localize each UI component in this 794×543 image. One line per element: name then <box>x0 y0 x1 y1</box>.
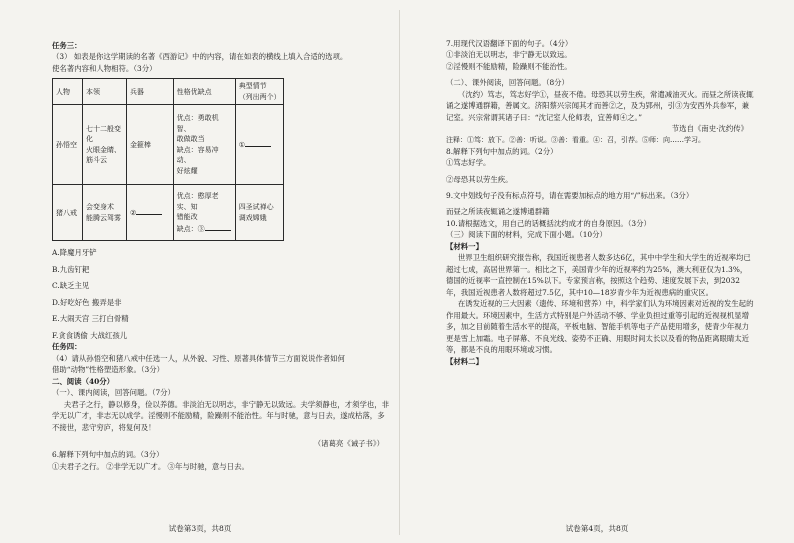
table-cell-plot <box>235 105 283 185</box>
table-header-cell: 兵器 <box>126 79 173 105</box>
page-footer: 试卷第4页，共8页 <box>565 524 629 534</box>
cell-line: 能腾云驾雾 <box>86 213 122 222</box>
table-header-cell: 性格优缺点 <box>173 79 235 105</box>
journey-west-table <box>52 78 284 241</box>
cell-line: 筋斗云 <box>86 156 108 165</box>
question-7-item-1: ①非淡泊无以明志，非宁静无以致远。 <box>446 50 572 60</box>
question-9-prompt: 9.文中划线句子没有标点符号，请在需要加标点的地方用“/”标出来。（3分） <box>446 191 694 200</box>
table-cell-skill <box>83 105 127 185</box>
question-6-prompt: 6.解释下列句中加点的词。（3分） <box>52 450 164 460</box>
question-8-item-2: ②母恐其以劳生疾。 <box>446 174 513 184</box>
exam-page-4 <box>400 0 794 543</box>
material-2-title: 【材料二】 <box>446 356 483 366</box>
option-d: D.好吃好色 搬弄是非 <box>52 297 122 307</box>
option-f: F.贪食诱偷 大战红孩儿 <box>52 330 128 340</box>
option-b: B.九齿钉耙 <box>52 264 90 274</box>
question-4-prompt: （4）请从孙悟空和猪八戒中任选一人，从外貌、习性、原著具体情节三方面说说作者如何 <box>52 353 345 363</box>
question-8-prompt: 8.解释下列句中加点的词。（2分） <box>446 146 558 156</box>
answer-blank[interactable] <box>205 223 231 231</box>
question-3-prompt-cont: 使名著内容和人物相符。（3分） <box>52 63 157 73</box>
table-cell-weapon: 金箍棒 <box>126 105 173 185</box>
cell-line: 四圣试禅心 <box>238 203 274 212</box>
table-row <box>53 105 284 185</box>
table-cell-traits <box>173 185 235 241</box>
table-cell-plot <box>235 185 283 241</box>
task4-title: 任务四： <box>52 342 82 352</box>
table-header-row <box>53 79 284 105</box>
material-1-title: 【材料一】 <box>446 241 483 251</box>
cell-line: 调戏嫦娥 <box>238 213 267 222</box>
passage-source: （诸葛亮《诫子书》） <box>313 438 384 448</box>
option-c: C.缺乏主见 <box>52 281 90 291</box>
question-3-prompt: （3） 如表是你这学期读的名著《西游记》中的内容，请在如表的横线上填入合适的选项。 <box>52 52 348 62</box>
blank-label: ① <box>238 141 245 150</box>
answer-blank[interactable] <box>136 207 162 215</box>
cell-line: 七十二般变 <box>86 124 122 133</box>
table-cell-traits <box>173 105 235 185</box>
table-header-cell: 典型情节（列出两个） <box>235 79 283 105</box>
passage-jiezishu: 夫君子之行，静以修身，俭以养德。非淡泊无以明志，非宁静无以致远。夫学须静也，才须学也，非学无以广才，非志无以成学。淫慢则不能励精，险躁则不能治性。年与时驰，意与日去，遂成枯落，多不接世，悲守穷庐，将复何及！ <box>52 399 390 432</box>
cell-line: 缺点：容易冲动、 <box>176 145 219 165</box>
option-e: E.大闹天宫 三打白骨精 <box>52 314 129 324</box>
cell-line: 会变身术 <box>86 203 115 212</box>
question-7-item-2: ②淫慢则不能励精，险躁则不能治性。 <box>446 61 572 71</box>
table-cell-weapon <box>126 185 173 241</box>
cell-line: 敢做敢当 <box>176 135 205 144</box>
section-materials: （三）阅读下面的材料，完成下面小题。（10分） <box>446 230 607 240</box>
material-1-paragraph-2: 在诱发近视的三大因素（遗传、环境和营养）中，科学家们认为环境因素对近视的发生起的作用最大。环境因素中，生活方式特别是户外活动不够、学业负担过重等引起的近视视机显增多，加之目前随着生活水平的提高，平板电脑、智能手机等电子产品使用增多，使青少年视力更是雪上加霜。电子屏幕、不良光线、姿势不正确、用眼时间太长以及看的物品距离眼睛太近等，都是不良的用眼环境或习惯。 <box>446 299 754 355</box>
table-header-cell: 人物 <box>53 79 83 105</box>
blank-label: 缺点：③ <box>176 224 205 233</box>
question-9-sentence: 而昼之所读夜辄诵之遂博通群籍 <box>446 207 550 217</box>
section-in-class-reading: （一）、课内阅读，回答问题。（7分） <box>52 388 175 398</box>
table-cell-name: 孙悟空 <box>53 105 83 185</box>
passage-shenyue: （沈约）笃志，笃志好学①，昼夜不倦。母恐其以劳生疾，常遣减油灭火。而昼之所读夜辄诵之遂博通群籍，善属文。济阳蔡兴宗闻其才而善②之，及为郢州，引③为安西外兵参军，兼记室。兴宗常谓其诸子曰：“沈记室人伦师表，宜善师④之。” <box>446 89 754 122</box>
table-cell-name: 猪八戒 <box>53 185 83 241</box>
page-footer: 试卷第3页，共8页 <box>168 524 232 534</box>
question-8-item-1: ①笃志好学。 <box>446 158 491 168</box>
table-row <box>53 185 284 241</box>
cell-line: 优点：勇敢机智、 <box>176 114 219 133</box>
section-reading: 二、阅读（40分） <box>52 376 115 386</box>
question-7-prompt: 7.用现代汉语翻译下面的句子。（4分） <box>446 39 573 48</box>
blank-label: ② <box>129 209 137 218</box>
question-4-prompt-cont: 借助“动物”性格塑造形象。（3分） <box>52 365 165 375</box>
cell-line <box>177 223 232 235</box>
table-cell-skill <box>83 185 127 241</box>
task3-title: 任务三： <box>52 41 82 50</box>
question-6-items: ①夫君子之行。 ②非学无以广才。 ③年与时驰，意与日去。 <box>52 461 249 471</box>
cell-line: 错能改 <box>176 213 198 222</box>
question-10-prompt: 10.请根据选文，用自己的话概括沈约成才的自身原因。（3分） <box>446 218 651 228</box>
cell-line: 化 <box>86 135 94 144</box>
table-header-cell: 本领 <box>83 79 127 105</box>
cell-line: 火眼金睛、 <box>86 145 122 154</box>
cell-line: 好炫耀 <box>176 166 198 175</box>
cell-line: 优点：憨厚老实、知 <box>176 192 219 211</box>
passage-notes: 注释：①笃：放下。②善：听说。③善：看重。④：召，引荐。⑤师：向……学习。 <box>446 135 705 144</box>
answer-blank[interactable] <box>245 139 271 147</box>
material-1-paragraph-1: 世界卫生组织研究报告称，我国近视患者人数多达6亿，其中中学生和大学生的近视率均已超过七成，高居世界第一。相比之下，美国青少年的近视率约为25%，澳大利亚仅为1.3%，德国的近视率一直控制在15%以下。专家预言称，按照这个趋势、速度发展下去，到2032年，我国近视患者人数将超过7.5亿，其中10—18岁青少年为近视患病的重灾区。 <box>446 253 751 297</box>
passage-source: 节选自《南史·沈约传》 <box>671 124 748 134</box>
option-a: A.降魔月牙铲 <box>52 248 97 258</box>
section-extracurricular-reading: （二）、课外阅读，回答问题。（8分） <box>446 78 569 88</box>
